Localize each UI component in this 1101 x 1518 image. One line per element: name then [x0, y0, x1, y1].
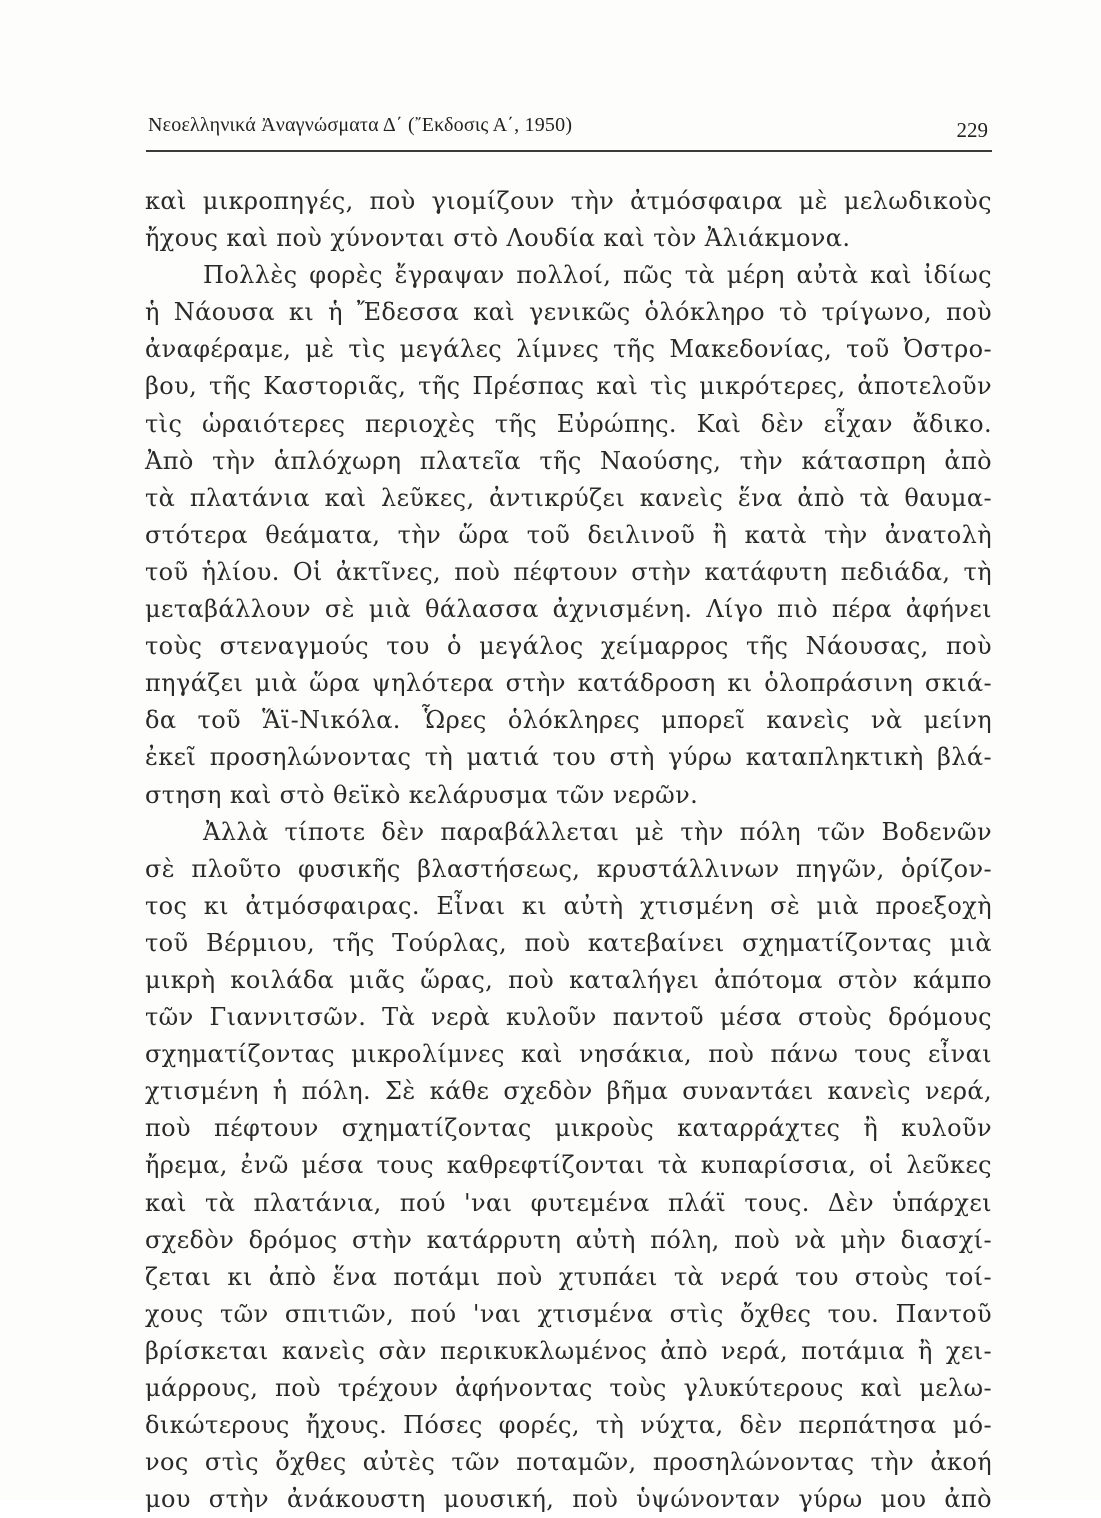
text-line: μεταβάλλουν σὲ μιὰ θάλασσα ἀχνισμένη. Λίγο πιὸ πέρα ἀφήνει: [145, 595, 992, 624]
text-line: ἐκεῖ προσηλώνοντας τὴ ματιά του στὴ γύρω καταπληκτικὴ βλά-: [145, 743, 992, 772]
text-line: τοῦ Βέρμιου, τῆς Τούρλας, ποὺ κατεβαίνει σχηματίζοντας μιὰ: [145, 928, 992, 957]
text-line: σὲ πλοῦτο φυσικῆς βλαστήσεως, κρυστάλλινων πηγῶν, ὁρίζον-: [145, 854, 992, 883]
text-line: Ἀπὸ τὴν ἁπλόχωρη πλατεῖα τῆς Ναούσης, τὴν κάτασπρη ἀπὸ: [145, 446, 992, 475]
text-line: καὶ τὰ πλατάνια, πού 'ναι φυτεμένα πλάϊ τους. Δὲν ὑπάρχει: [145, 1188, 992, 1217]
text-line: στότερα θεάματα, τὴν ὥρα τοῦ δειλινοῦ ἢ κατὰ τὴν ἀνατολὴ: [145, 520, 992, 549]
text-line: χτισμένη ἡ πόλη. Σὲ κάθε σχεδὸν βῆμα συναντάει κανεὶς νερά,: [145, 1077, 992, 1106]
text-line: πηγάζει μιὰ ὥρα ψηλότερα στὴν κατάδροση κι ὁλοπράσινη σκιά-: [145, 669, 992, 698]
text-line: ζεται κι ἀπὸ ἕνα ποτάμι ποὺ χτυπάει τὰ νερά του στοὺς τοί-: [145, 1262, 992, 1291]
text-line: βου, τῆς Καστοριᾶς, τῆς Πρέσπας καὶ τὶς μικρότερες, ἀποτελοῦν: [145, 372, 992, 401]
text-line: ἀναφέραμε, μὲ τὶς μεγάλες λίμνες τῆς Μακεδονίας, τοῦ Ὀστρο-: [145, 335, 992, 364]
text-line: ἤχους καὶ ποὺ χύνονται στὸ Λουδία καὶ τὸν Ἀλιάκμονα.: [145, 224, 851, 253]
text-line: τὰ πλατάνια καὶ λεῦκες, ἀντικρύζει κανεὶς ἕνα ἀπὸ τὰ θαυμα-: [145, 483, 992, 512]
text-line: δικώτερους ἤχους. Πόσες φορές, τὴ νύχτα, δὲν περπάτησα μό-: [145, 1411, 992, 1440]
text-line: μικρὴ κοιλάδα μιᾶς ὥρας, ποὺ καταλήγει ἀπότομα στὸν κάμπο: [145, 965, 992, 994]
text-line: νος στὶς ὄχθες αὐτὲς τῶν ποταμῶν, προσηλώνοντας τὴν ἀκοή: [145, 1448, 992, 1477]
text-line: καὶ μικροπηγές, ποὺ γιομίζουν τὴν ἀτμόσφαιρα μὲ μελωδικοὺς: [145, 187, 992, 215]
text-line: στηση καὶ στὸ θεϊκὸ κελάρυσμα τῶν νερῶν.: [145, 780, 699, 809]
text-line: μου στὴν ἀνάκουστη μουσική, ποὺ ὑψώνονταν γύρω μου ἀπὸ: [145, 1485, 992, 1514]
page-header: [148, 114, 988, 148]
text-line: τῶν Γιαννιτσῶν. Τὰ νερὰ κυλοῦν παντοῦ μέσα στοὺς δρόμους: [145, 1003, 992, 1032]
text-line: Πολλὲς φορὲς ἔγραψαν πολλοί, πῶς τὰ μέρη αὐτὰ καὶ ἰδίως: [203, 261, 992, 290]
text-line: τος κι ἀτμόσφαιρας. Εἶναι κι αὐτὴ χτισμένη σὲ μιὰ προεξοχὴ: [145, 891, 992, 920]
running-title: Νεοελληνικά Ἀναγνώσματα Δ΄ (῎Εκδοσις Α΄, 1950): [148, 114, 573, 136]
text-line: βρίσκεται κανεὶς σὰν περικυκλωμένος ἀπὸ νερά, ποτάμια ἢ χει-: [145, 1336, 992, 1365]
text-line: ποὺ πέφτουν σχηματίζοντας μικροὺς καταρράχτες ἢ κυλοῦν: [145, 1114, 992, 1143]
header-rule: [146, 150, 992, 152]
text-line: Ἀλλὰ τίποτε δὲν παραβάλλεται μὲ τὴν πόλη τῶν Βοδενῶν: [203, 817, 992, 846]
text-line: τὶς ὡραιότερες περιοχὲς τῆς Εὐρώπης. Καὶ δὲν εἶχαν ἄδικο.: [145, 409, 992, 438]
text-line: δα τοῦ Ἅϊ-Νικόλα. Ὧρες ὁλόκληρες μπορεῖ κανεὶς νὰ μείνη: [145, 706, 992, 735]
text-line: σχηματίζοντας μικρολίμνες καὶ νησάκια, ποὺ πάνω τους εἶναι: [145, 1040, 992, 1069]
text-line: σχεδὸν δρόμος στὴν κατάρρυτη αὐτὴ πόλη, ποὺ νὰ μὴν διασχί-: [145, 1225, 992, 1254]
text-line: τοὺς στεναγμούς του ὁ μεγάλος χείμαρρος τῆς Νάουσας, ποὺ: [145, 632, 992, 661]
text-line: ἡ Νάουσα κι ἡ Ἔδεσσα καὶ γενικῶς ὁλόκληρο τὸ τρίγωνο, ποὺ: [145, 298, 992, 327]
text-line: χους τῶν σπιτιῶν, πού 'ναι χτισμένα στὶς ὄχθες του. Παντοῦ: [145, 1299, 992, 1328]
text-line: μάρρους, ποὺ τρέχουν ἀφήνοντας τοὺς γλυκύτερους καὶ μελω-: [145, 1374, 992, 1402]
text-line: ἤρεμα, ἐνῶ μέσα τους καθρεφτίζονται τὰ κυπαρίσσια, οἱ λεῦκες: [145, 1151, 992, 1180]
page-number: 229: [956, 118, 988, 142]
body-text: [145, 183, 992, 1518]
text-line: τοῦ ἡλίου. Οἱ ἀκτῖνες, ποὺ πέφτουν στὴν κατάφυτη πεδιάδα, τὴ: [145, 557, 992, 586]
